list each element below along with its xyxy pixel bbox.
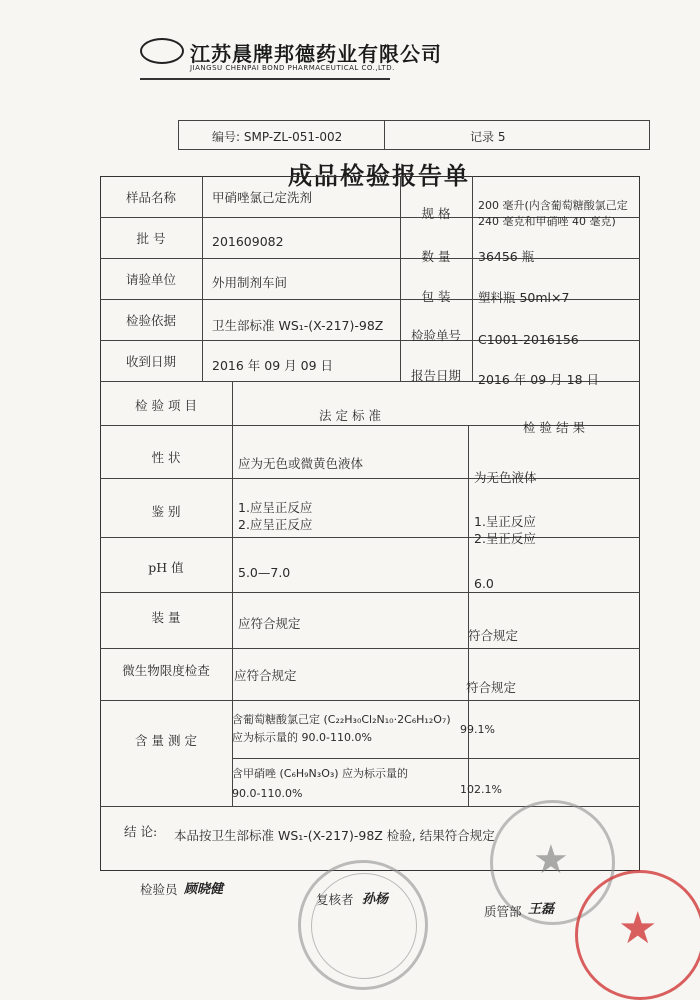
received-date: 2016 年 09 月 09 日 [212,358,333,373]
qa-label: 质管部 [484,904,522,919]
standard-ph: 5.0—7.0 [238,565,291,580]
package-label: 包 装 [421,289,451,304]
item-assay: 含 量 测 定 [135,733,197,748]
sample-name: 甲硝唑氯己定洗剂 [212,190,313,205]
item-microbial: 微生物限度检查 [122,663,210,678]
result-identification-1: 1.呈正反应 [474,514,536,529]
inspector-signature: 顾晓健 [184,882,224,897]
spec-line1: 200 毫升(内含葡萄糖酸氯己定 [478,199,628,212]
batch-number: 201609082 [212,234,284,249]
company-logo [140,38,184,64]
col-divider [472,176,473,381]
report-title: 成品检验报告单 [288,162,470,190]
company-seal-1 [298,860,428,990]
standard-microbial: 应符合规定 [234,668,297,683]
standard-assay-metronidazole-1: 含甲硝唑 (C₆H₉N₃O₃) 应为标示量的 [232,767,409,780]
result-assay-chlorhexidine: 99.1% [460,723,495,736]
result-fill-volume: 符合规定 [468,628,519,643]
result-ph: 6.0 [474,576,494,591]
col-header-result: 检 验 结 果 [523,420,585,435]
spec-line2: 240 毫克和甲硝唑 40 毫克) [478,215,616,228]
doc-number: 编号: SMP-ZL-051-002 [212,130,343,144]
sample-name-label: 样品名称 [125,190,176,205]
requester-label: 请验单位 [125,272,176,287]
row-divider [100,478,640,479]
row-divider [100,537,640,538]
standard-assay-chlorhexidine-1: 含葡萄糖酸氯己定 (C₂₂H₃₀Cl₂N₁₀·2C₆H₁₂O₇) [232,713,451,726]
report-date-label: 报告日期 [410,368,461,383]
row-divider [100,592,640,593]
result-microbial: 符合规定 [466,680,517,695]
conclusion-label: 结 论: [124,824,158,839]
inspector-label: 检验员 [140,882,178,897]
received-label: 收到日期 [125,354,176,369]
conclusion-text: 本品按卫生部标准 WS₁-(X-217)-98Z 检验, 结果符合规定 [174,828,495,843]
col-divider [400,176,401,381]
item-appearance: 性 状 [151,450,181,465]
inspection-no: C1001-2016156 [478,332,579,347]
package: 塑料瓶 50ml×7 [478,290,570,305]
col-divider [202,176,203,381]
row-divider [232,758,640,759]
item-fill-volume: 装 量 [151,610,181,625]
col-header-item: 检 验 项 目 [135,398,197,413]
header-divider [140,78,390,80]
result-appearance: 为无色液体 [474,470,537,485]
reviewer-signature: 孙杨 [362,892,389,907]
standard-identification-1: 1.应呈正反应 [238,500,313,515]
reviewer-label: 复核者 [316,892,354,907]
company-name-cn: 江苏晨牌邦德药业有限公司 [190,42,442,66]
standard-assay-chlorhexidine-2: 应为标示量的 90.0-110.0% [232,731,372,744]
col-divider [468,425,469,806]
record-number: 记录 5 [470,130,506,144]
col-header-standard: 法 定 标 准 [319,408,381,423]
standard-appearance: 应为无色或微黄色液体 [238,456,364,471]
row-divider [100,648,640,649]
company-seal-2: ★ [490,800,615,925]
doc-number-divider [384,120,385,150]
company-name-en: JIANGSU CHENPAI BOND PHARMACEUTICAL CO.,LTD. [190,64,395,72]
spec-label: 规 格 [421,206,451,221]
row-divider [100,258,640,259]
quantity: 36456 瓶 [478,249,535,264]
quantity-label: 数 量 [421,249,451,264]
result-identification-2: 2.呈正反应 [474,531,536,546]
result-assay-metronidazole: 102.1% [460,783,502,796]
standard-fill-volume: 应符合规定 [238,616,301,631]
red-company-seal: ★ [575,870,700,1000]
standard-assay-metronidazole-2: 90.0-110.0% [232,787,303,800]
item-identification: 鉴 别 [151,504,181,519]
qa-signature: 王磊 [528,902,555,917]
basis: 卫生部标准 WS₁-(X-217)-98Z [212,318,384,333]
standard-identification-2: 2.应呈正反应 [238,517,313,532]
basis-label: 检验依据 [125,313,176,328]
row-divider [100,700,640,701]
item-ph: pH 值 [148,560,184,575]
report-date: 2016 年 09 月 18 日 [478,372,599,387]
requester: 外用制剂车间 [212,275,288,290]
batch-label: 批 号 [136,231,166,246]
inspection-no-label: 检验单号 [410,328,461,343]
